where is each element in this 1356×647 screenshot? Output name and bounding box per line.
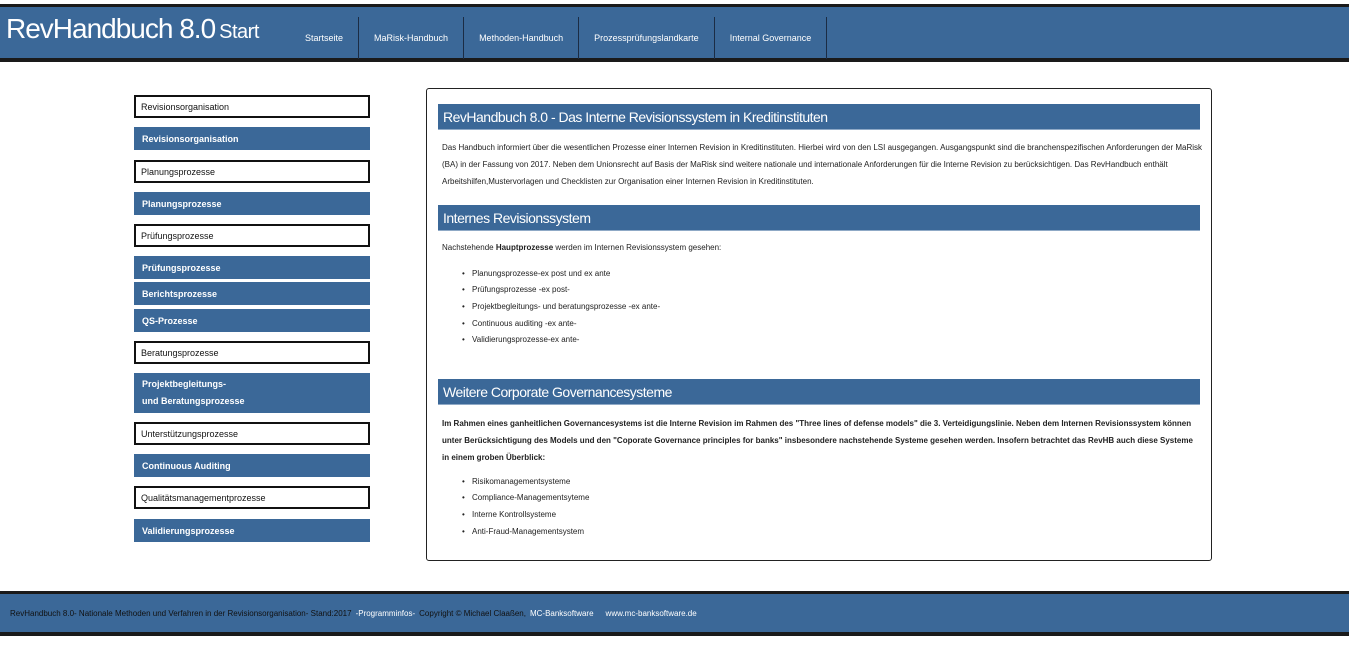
sidebar-item-label: Revisionsorganisation bbox=[141, 101, 230, 112]
nav-methoden-handbuch[interactable]: Methoden-Handbuch bbox=[464, 17, 579, 59]
sidebar-item-unterstuetzungsprozesse[interactable] bbox=[134, 422, 370, 445]
list-item-text: Interne Kontrollsysteme bbox=[472, 509, 557, 519]
sidebar-item-label: Continuous Auditing bbox=[142, 460, 231, 471]
list-item-text: Anti-Fraud-Managementsystem bbox=[472, 526, 585, 536]
sidebar-item-continuous-auditing[interactable] bbox=[134, 454, 370, 477]
section-heading-revisionssystem: Internes Revisionssystem bbox=[438, 205, 1200, 231]
sidebar-item-label: Prüfungsprozesse bbox=[142, 262, 221, 273]
section-heading-governance: Weitere Corporate Governancesysteme bbox=[438, 379, 1200, 405]
list-item: • Continuous auditing -ex ante- bbox=[462, 318, 577, 328]
list-item-text: Compliance-Managementsyteme bbox=[472, 493, 590, 503]
intro-post: werden im Internen Revisionssystem gesehen: bbox=[553, 243, 722, 252]
sidebar-item-pruefungsprozesse-sub[interactable] bbox=[134, 256, 370, 279]
nav-marisk-handbuch[interactable]: MaRisk-Handbuch bbox=[359, 17, 464, 59]
app-title: RevHandbuch 8.0 bbox=[6, 13, 216, 44]
list-item-text: Projektbegleitungs- und beratungsprozesse -ex ante- bbox=[472, 301, 661, 311]
intro-pre: Nachstehende bbox=[442, 243, 496, 252]
copyright-text: Copyright © Michael Claaßen, bbox=[419, 608, 526, 618]
company-link[interactable]: MC-Banksoftware bbox=[529, 608, 594, 618]
list-item-text: Planungsprozesse-ex post und ex ante bbox=[472, 268, 611, 278]
sidebar-item-label-line1: Projektbegleitungs- bbox=[142, 379, 227, 389]
footer-text: RevHandbuch 8.0- Nationale Methoden und Verfahren in der Revisionsorganisation- Stand:2017 bbox=[10, 608, 352, 618]
list-item: • Interne Kontrollsysteme bbox=[462, 509, 557, 519]
programminfos-link[interactable]: -Programminfos- bbox=[355, 608, 416, 618]
list-item: • Validierungsprozesse-ex ante- bbox=[462, 335, 580, 345]
sidebar-item-qs-prozesse[interactable] bbox=[134, 309, 370, 332]
sidebar-item-label: Revisionsorganisation bbox=[142, 133, 239, 144]
sidebar-item-label: Planungsprozesse bbox=[142, 198, 222, 209]
app-subtitle: Start bbox=[219, 21, 259, 43]
main-content bbox=[426, 88, 1212, 561]
sidebar-item-label: Prüfungsprozesse bbox=[141, 230, 214, 241]
hauptprozesse-intro bbox=[442, 239, 1202, 256]
nav-startseite[interactable]: Startseite bbox=[295, 17, 359, 59]
sidebar-item-label: QS-Prozesse bbox=[142, 315, 198, 326]
header-bar bbox=[0, 4, 1349, 62]
sidebar-item-label: Beratungsprozesse bbox=[141, 347, 219, 358]
governance-paragraph: Im Rahmen eines ganheitlichen Governancesystems ist die Interne Revision im Rahmen des "Three lines of defense models" die 3. Verteidigungslinie. Neben dem Internen Revisionssystem können unter Berücksichtigung des Models und den "Coporate Governance principles for banks" insbesondere nachstehende Systeme gesehen werden. Insofern betrachtet das RevHB auch diese Systeme in einem groben Überblick: bbox=[442, 419, 1193, 462]
intro-bold: Hauptprozesse bbox=[495, 243, 554, 252]
brand[interactable] bbox=[6, 13, 259, 45]
sidebar-item-projektbegleitungsprozesse[interactable] bbox=[134, 373, 370, 413]
sidebar-item-label: Planungsprozesse bbox=[141, 166, 216, 177]
nav-prozesspruefungslandkarte[interactable]: Prozessprüfungslandkarte bbox=[579, 17, 715, 59]
sidebar-item-planungsprozesse[interactable] bbox=[134, 160, 370, 183]
sidebar-item-planungsprozesse-sub[interactable] bbox=[134, 192, 370, 215]
list-item-text: Validierungsprozesse-ex ante- bbox=[472, 335, 580, 345]
website-link[interactable]: www.mc-banksoftware.de bbox=[605, 608, 697, 618]
sidebar-item-label bbox=[142, 376, 245, 410]
list-item: • Risikomanagementsysteme bbox=[462, 476, 571, 486]
list-item: • Projektbegleitungs- und beratungsprozesse -ex ante- bbox=[462, 301, 661, 311]
list-item: • Planungsprozesse-ex post und ex ante bbox=[462, 268, 611, 278]
sidebar-item-label: Unterstützungsprozesse bbox=[141, 428, 239, 439]
list-item-text: Prüfungsprozesse -ex post- bbox=[472, 285, 570, 295]
footer-bar bbox=[0, 591, 1349, 636]
sidebar-item-validierungsprozesse[interactable] bbox=[134, 519, 370, 542]
list-item: • Compliance-Managementsyteme bbox=[462, 493, 590, 503]
sidebar-item-berichtsprozesse[interactable] bbox=[134, 282, 370, 305]
governance-list bbox=[462, 473, 589, 539]
list-item-text: Continuous auditing -ex ante- bbox=[472, 318, 577, 328]
hauptprozesse-list bbox=[462, 265, 660, 348]
section-heading-intro: RevHandbuch 8.0 - Das Interne Revisionssystem in Kreditinstituten bbox=[438, 104, 1200, 130]
nav-internal-governance[interactable]: Internal Governance bbox=[715, 17, 828, 59]
sidebar-item-qualitaetsmanagementprozesse[interactable] bbox=[134, 486, 370, 509]
intro-paragraph: Das Handbuch informiert über die wesentlichen Prozesse einer Internen Revision in Kreditinstituten. Hierbei wird von den LSI ausgegangen. Ausgangspunkt sind die branchenspezifischen Anforderungen der MaRisk (BA) in der Fassung von 2017. Neben dem Unionsrecht auf Basis der MaRisk sind weitere nationale und internationale Anforderungen für die Interne Revision zu berücksichtigen. Das RevHandbuch enthält Arbeitshilfen,Mustervorlagen und Checklisten zur Organisation einer Internen Revision in Kreditinstituten. bbox=[442, 143, 1203, 186]
top-nav bbox=[295, 17, 827, 59]
sidebar-item-beratungsprozesse[interactable] bbox=[134, 341, 370, 364]
sidebar-item-revisionsorganisation[interactable] bbox=[134, 95, 370, 118]
list-item: • Anti-Fraud-Managementsystem bbox=[462, 526, 585, 536]
sidebar-item-pruefungsprozesse[interactable] bbox=[134, 224, 370, 247]
sidebar-item-label: Qualitätsmanagementprozesse bbox=[141, 492, 266, 503]
sidebar-item-revisionsorganisation-sub[interactable] bbox=[134, 127, 370, 150]
sidebar-item-label: Validierungsprozesse bbox=[142, 525, 235, 536]
sidebar-item-label: Berichtsprozesse bbox=[142, 288, 218, 299]
sidebar-item-label-line2: und Beratungsprozesse bbox=[142, 396, 245, 406]
list-item-text: Risikomanagementsysteme bbox=[472, 476, 571, 486]
list-item: • Prüfungsprozesse -ex post- bbox=[462, 285, 570, 295]
